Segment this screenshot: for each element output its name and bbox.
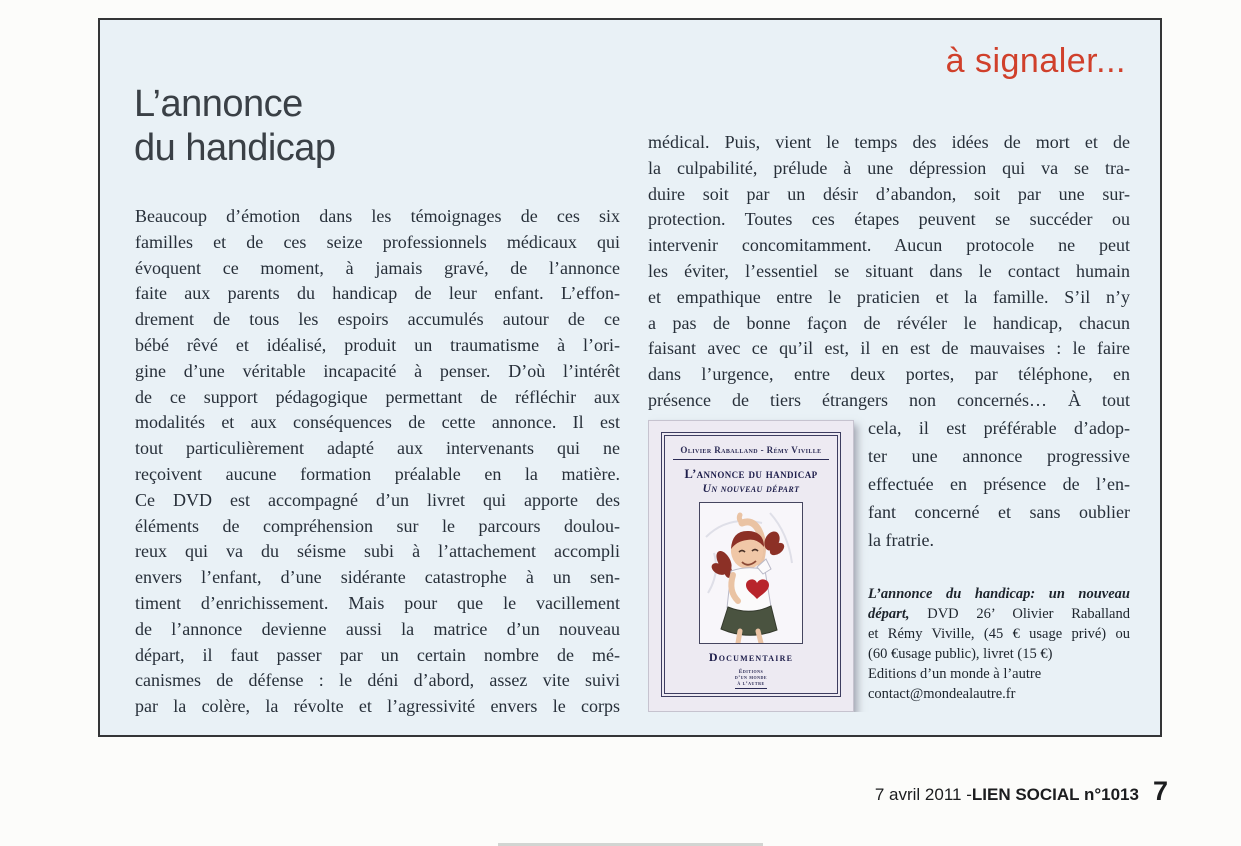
- dvd-cover-card: [648, 420, 854, 712]
- text-line: timent d’enrichissement. Mais pour que le vacillement: [135, 592, 620, 613]
- right-column-text: [648, 130, 1130, 414]
- text-line: faisant avec ce qu’il est, il en est de mauvaises : le faire: [648, 338, 1130, 359]
- text-line: la culpabilité, prélude à une dépression qui va se tra-: [648, 157, 1130, 178]
- text-line: familles et de ces seize professionnels médicaux qui: [135, 231, 620, 252]
- caption-line: et Rémy Viville, (45 € usage privé) ou: [868, 625, 1130, 642]
- text-line: fant concerné et sans oublier: [868, 501, 1130, 522]
- text-line: la fratrie.: [868, 529, 934, 550]
- footer-date: 7 avril 2011 -: [874, 785, 972, 804]
- text-line: modalités et aux conséquences de cette annonce. Il est: [135, 412, 620, 433]
- caption-line: L’annonce du handicap: un nouveau: [868, 585, 1130, 602]
- article-panel: [98, 18, 1162, 737]
- page-number: 7: [1152, 776, 1168, 806]
- text-line: par la colère, la révolte et l’agressivité envers le corps: [135, 696, 620, 717]
- dvd-subtitle: Un nouveau départ: [702, 482, 800, 495]
- text-line: duire soit par un désir d’abandon, soit par une sur-: [648, 183, 1130, 204]
- dvd-genre: Documentaire: [708, 649, 794, 664]
- text-line: ter une annonce progressive: [868, 445, 1130, 466]
- text-line: effectuée en présence de l’en-: [868, 473, 1130, 494]
- text-line: dans l’urgence, entre deux portes, par téléphone, en: [648, 364, 1130, 385]
- dvd-publisher-logo: [735, 669, 767, 689]
- title-line-1: L’annonce: [134, 83, 303, 125]
- caption-line: (60 €usage public), livret (15 €): [868, 645, 1053, 662]
- page-title: [134, 82, 336, 170]
- text-line: envers l’enfant, d’une sidérante catastrophe à un sen-: [135, 567, 620, 588]
- text-line: évoquent ce moment, à jamais gravé, de l’annonce: [135, 257, 620, 278]
- text-line: présence de tiers étrangers non concernés… À tout: [648, 389, 1130, 410]
- dvd-cover-frame: [661, 432, 841, 697]
- text-line: de l’annonce devienne aussi la matrice d’un nouveau: [135, 618, 620, 639]
- text-line: reux qui va du séisme subi à l’attachement accompli: [135, 541, 620, 562]
- text-line: Éditions: [738, 668, 764, 675]
- text-line: et empathique entre le praticien et la famille. S’il n’y: [648, 286, 1130, 307]
- text-line: médical. Puis, vient le temps des idées de mort et de: [648, 132, 1130, 152]
- dvd-cover: [648, 420, 854, 712]
- dvd-authors: Olivier Raballand - Rémy Viville: [673, 445, 829, 460]
- footer-journal: LIEN SOCIAL n°1013: [971, 785, 1139, 804]
- text-line: d’un monde: [734, 674, 768, 681]
- text-line: cela, il est préférable d’adop-: [868, 417, 1130, 438]
- text-line: de ce support pédagogique permettant de réfléchir aux: [135, 386, 620, 407]
- text-line: drement de tous les espoirs accumulés autour de ce: [135, 309, 620, 330]
- text-line: Ce DVD est accompagné d’un livret qui apporte des: [135, 489, 620, 510]
- caption-line: contact@mondealautre.fr: [868, 685, 1016, 702]
- text-line: intervenir concomitamment. Aucun protocole ne peut: [648, 235, 1130, 256]
- text-line: Beaucoup d’émotion dans les témoignages de ces six: [135, 206, 620, 226]
- text-line: départ, il faut passer par un certain nombre de mé-: [135, 644, 620, 665]
- text-line: à l’autre: [737, 680, 765, 687]
- caption-line: départ, DVD 26’ Olivier Raballand: [868, 605, 1130, 622]
- girl-illustration: [700, 503, 802, 643]
- dvd-cover-illustration: [699, 502, 803, 644]
- section-header: à signaler...: [945, 42, 1126, 80]
- text-line: les éviter, l’essentiel se situant dans le contact humain: [648, 260, 1130, 281]
- article-column-left: [135, 204, 620, 720]
- text-line: tout particulièrement adapté aux intervenants qui ne: [135, 438, 620, 459]
- text-line: faite aux parents du handicap de leur enfant. L’effon-: [135, 283, 620, 304]
- caption-line: Editions d’un monde à l’autre: [868, 665, 1042, 682]
- text-line: bébé rêvé et idéalisé, produit un traumatisme à l’ori-: [135, 334, 620, 355]
- text-line: canismes de défense : le déni d’abord, assez vite suivi: [135, 670, 620, 691]
- text-line: reçoivent aucune formation préalable en la matière.: [135, 463, 620, 484]
- page-footer: [875, 776, 1168, 807]
- dvd-section: [648, 414, 1130, 712]
- dvd-title: L’annonce du handicap: [684, 466, 818, 481]
- article-column-right: [648, 130, 1130, 712]
- text-line: a pas de bonne façon de révéler le handicap, chacun: [648, 312, 1130, 333]
- title-line-2: du handicap: [134, 127, 336, 169]
- text-line: gine d’une véritable incapacité à penser. D’où l’intérêt: [135, 360, 620, 381]
- text-line: éléments de compréhension sur le parcours doulou-: [135, 515, 620, 536]
- text-line: protection. Toutes ces étapes peuvent se succéder ou: [648, 209, 1130, 230]
